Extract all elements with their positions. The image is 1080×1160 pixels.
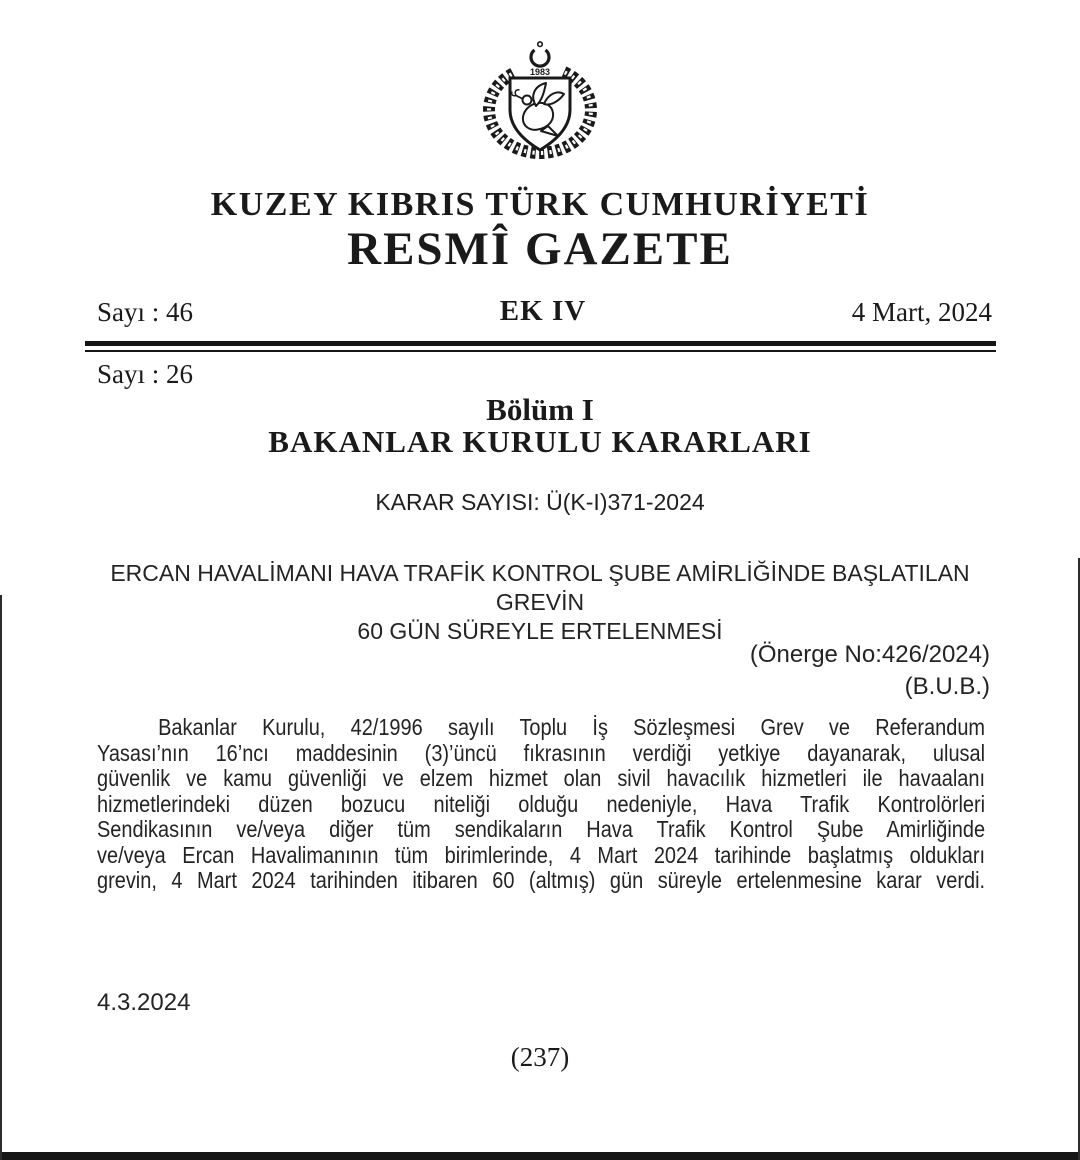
star-icon [538, 42, 543, 47]
page-number: (237) [510, 1042, 570, 1072]
body-line: güvenlik ve kamu güvenliği ve elzem hizmet olan sivil havacılık hizmetleri ile havaalanı [97, 765, 986, 791]
issue-date: 4 Mart, 2024 [851, 297, 992, 327]
country-title: KUZEY KIBRIS TÜRK CUMHURİYETİ [210, 186, 870, 223]
decision-subject-line1: ERCAN HAVALİMANI HAVA TRAFİK KONTROL ŞUBE AMİRLİĞİNDE BAŞLATILAN GREVİN [110, 560, 970, 615]
proposal-number: (Önerge No:426/2024) [749, 641, 990, 668]
emblem-year: 1983 [529, 67, 551, 77]
section-heading: BAKANLAR KURULU KARARLARI [268, 424, 812, 459]
issue-row [94, 297, 992, 331]
body-line: grevin, 4 Mart 2024 tarihinden itibaren 60 (altmış) gün süreyle ertelenmesine karar verdi. [97, 867, 986, 893]
scan-bottom-edge [0, 1152, 1080, 1160]
body-line: hizmetlerindeki düzen bozucu niteliği olduğu nedeniyle, Hava Trafik Kontrolörleri [97, 790, 986, 817]
office-abbreviation: (B.U.B.) [904, 673, 990, 700]
proposal-reference [750, 639, 990, 703]
part-heading: Bölüm I [486, 392, 594, 427]
gazette-title: RESMÎ GAZETE [347, 223, 733, 275]
decision-subject-line2: 60 GÜN SÜREYLE ERTELENMESİ [357, 618, 723, 644]
body-line: Yasası’nın 16’ncı maddesinin (3)’üncü fıkrasının verdiği yetkiye dayanarak, ulusal [97, 739, 986, 766]
decision-subject [90, 559, 990, 646]
decision-date: 4.3.2024 [97, 989, 191, 1016]
crescent-icon [531, 50, 549, 66]
body-line: ve/veya Ercan Havalimanının tüm birimlerinde, 4 Mart 2024 tarihinde başlatmış oldukları [97, 841, 986, 868]
trnc-coat-of-arms [478, 40, 602, 172]
double-rule-divider [85, 341, 996, 352]
body-line: Sendikasının ve/veya diğer tüm sendikaların Hava Trafik Kontrol Şube Amirliğinde [97, 816, 986, 842]
body-line: Bakanlar Kurulu, 42/1996 sayılı Toplu İş Sözleşmesi Grev ve Referandum [158, 714, 986, 740]
supplement-label: EK IV [499, 295, 587, 327]
sub-issue-number: Sayı : 26 [97, 359, 194, 389]
scan-left-edge [0, 595, 2, 1160]
issue-number: Sayı : 46 [97, 297, 194, 327]
decision-body [97, 715, 985, 894]
decision-number: KARAR SAYISI: Ü(K-I)371-2024 [375, 489, 705, 515]
